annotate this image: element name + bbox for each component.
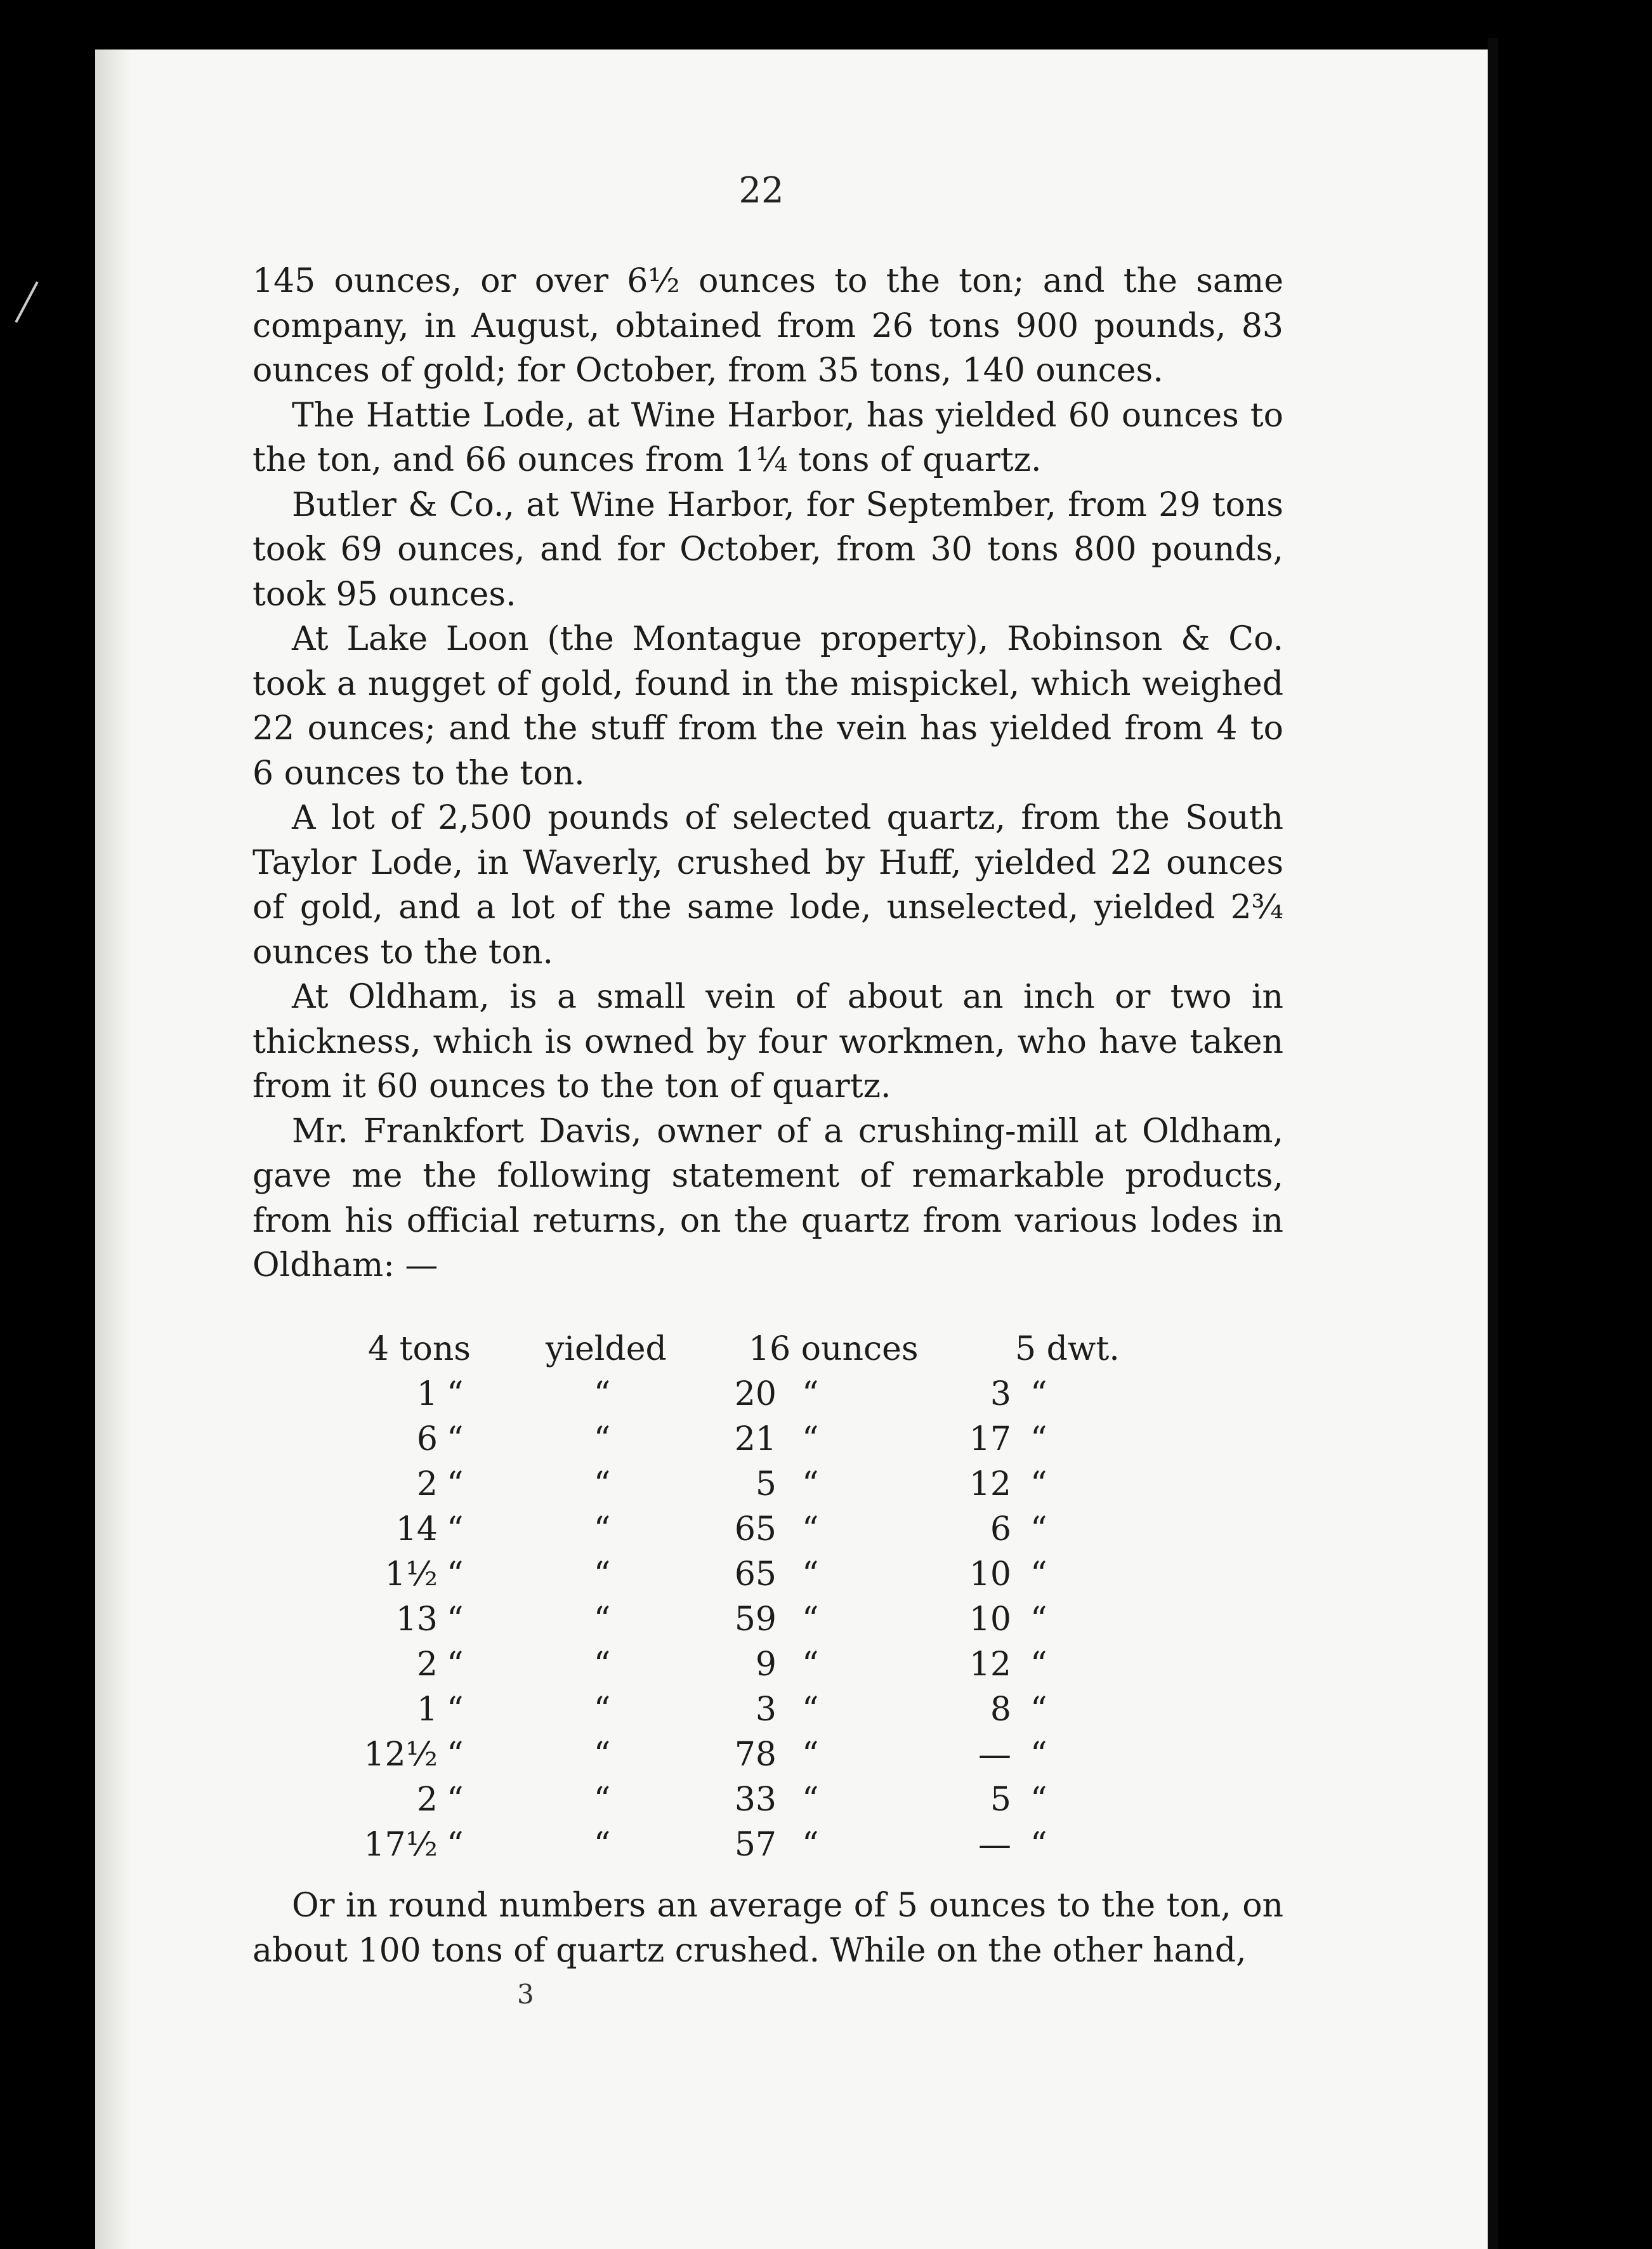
cell-ditto: “: [593, 1825, 611, 1864]
cell-ditto: “: [802, 1555, 819, 1593]
paragraph: At Lake Loon (the Montague property), Robinson & Co. took a nugget of gold, found in the mispickel, which weighed 22 ounces; and the stuff from the vein has yielded from 4 to 6 ounces to the ton.: [252, 620, 1283, 793]
cell-ditto: “: [447, 1735, 464, 1774]
cell-ditto: “: [447, 1420, 464, 1458]
cell-ditto: “: [447, 1600, 464, 1639]
cell-ditto: “: [593, 1465, 611, 1503]
table-header: [330, 1326, 1231, 1371]
page-binding-edge: [95, 49, 132, 2249]
cell-ditto: “: [802, 1645, 819, 1684]
cell-ditto: “: [593, 1735, 611, 1774]
closing-text: [252, 1883, 1283, 1973]
paragraph: A lot of 2,500 pounds of selected quartz, from the South Taylor Lode, in Waverly, crushed by Huff, yielded 22 ounces of gold, and a lot of the same lode, unselected, yielded 2¾ ounces to the ton.: [252, 799, 1283, 972]
cell-dwt: 8: [990, 1690, 1011, 1729]
cell-ounces: 21: [734, 1420, 777, 1458]
cell-tons: 13: [395, 1600, 438, 1639]
cell-dwt: 12: [969, 1465, 1011, 1503]
paragraph: 145 ounces, or over 6½ ounces to the ton; and the same company, in August, obtained from 26 tons 900 pounds, 83 ounces of gold; for October, from 35 tons, 140 ounces.: [252, 262, 1283, 390]
cell-ounces: 59: [734, 1600, 777, 1639]
cell-ditto: “: [1030, 1825, 1047, 1864]
table-row: [330, 1732, 1231, 1777]
cell-tons: 1: [416, 1375, 438, 1413]
page-number: 22: [738, 170, 784, 211]
cell-ditto: “: [1030, 1645, 1047, 1684]
table-body: [330, 1371, 1231, 1867]
cell-ounces: 3: [755, 1690, 777, 1729]
body-text: [252, 259, 1283, 1288]
cell-ditto: “: [447, 1465, 464, 1503]
cell-ditto: “: [802, 1735, 819, 1774]
cell-dwt: 3: [990, 1375, 1011, 1413]
cell-ditto: “: [802, 1825, 819, 1864]
cell-ditto: “: [447, 1375, 464, 1413]
table-row: [330, 1597, 1231, 1642]
paragraph: Mr. Frankfort Davis, owner of a crushing-mill at Oldham, gave me the following statement of remarkable products, from his official returns, on the quartz from various lodes in Oldham: —: [252, 1112, 1283, 1284]
table-row: [330, 1642, 1231, 1687]
signature-mark: 3: [517, 1979, 534, 2010]
cell-tons: 14: [395, 1510, 438, 1548]
table-row: [330, 1371, 1231, 1416]
page-right-edge: [1488, 38, 1498, 2249]
cell-tons: 12½: [364, 1735, 438, 1774]
cell-dwt: —: [978, 1735, 1011, 1774]
cell-ditto: “: [447, 1510, 464, 1548]
cell-ounces: 20: [734, 1375, 777, 1413]
header-ounces: 16 ounces: [749, 1329, 919, 1368]
cell-tons: 2: [416, 1645, 438, 1684]
table-row: [330, 1777, 1231, 1822]
cell-ounces: 9: [755, 1645, 777, 1684]
cell-ditto: “: [593, 1420, 611, 1458]
cell-dwt: 10: [969, 1555, 1011, 1593]
cell-tons: 1½: [384, 1555, 438, 1593]
cell-tons: 2: [416, 1465, 438, 1503]
cell-ditto: “: [1030, 1780, 1047, 1819]
cell-ditto: “: [802, 1465, 819, 1503]
cell-ditto: “: [1030, 1375, 1047, 1413]
table-row: [330, 1416, 1231, 1461]
cell-ditto: “: [1030, 1690, 1047, 1729]
paragraph: At Oldham, is a small vein of about an inch or two in thickness, which is owned by four workmen, who have taken from it 60 ounces to the ton of quartz.: [252, 978, 1283, 1105]
cell-ditto: “: [802, 1600, 819, 1639]
cell-dwt: —: [978, 1825, 1011, 1864]
cell-ounces: 33: [734, 1780, 777, 1819]
cell-ditto: “: [593, 1600, 611, 1639]
cell-ditto: “: [593, 1690, 611, 1729]
cell-ditto: “: [447, 1555, 464, 1593]
cell-ditto: “: [447, 1645, 464, 1684]
cell-ditto: “: [593, 1780, 611, 1819]
cell-dwt: 12: [969, 1645, 1011, 1684]
cell-ounces: 57: [734, 1825, 777, 1864]
cell-dwt: 6: [990, 1510, 1011, 1548]
cell-dwt: 5: [990, 1780, 1011, 1819]
cell-ounces: 78: [734, 1735, 777, 1774]
header-yielded: yielded: [546, 1329, 667, 1368]
cell-ditto: “: [1030, 1735, 1047, 1774]
cell-ditto: “: [802, 1690, 819, 1729]
margin-mark: [15, 281, 38, 322]
paragraph: Butler & Co., at Wine Harbor, for September, from 29 tons took 69 ounces, and for October, from 30 tons 800 pounds, took 95 ounces.: [252, 485, 1283, 614]
cell-tons: 17½: [364, 1825, 438, 1864]
cell-dwt: 17: [969, 1420, 1011, 1458]
cell-ounces: 65: [734, 1510, 777, 1548]
header-tons: 4 tons: [368, 1329, 471, 1368]
cell-tons: 1: [416, 1690, 438, 1729]
cell-ditto: “: [447, 1780, 464, 1819]
cell-ditto: “: [593, 1555, 611, 1593]
cell-ditto: “: [1030, 1510, 1047, 1548]
table-row: [330, 1552, 1231, 1597]
yield-table: [330, 1326, 1231, 1867]
cell-ounces: 65: [734, 1555, 777, 1593]
cell-ditto: “: [802, 1375, 819, 1413]
cell-ditto: “: [802, 1420, 819, 1458]
paragraph: The Hattie Lode, at Wine Harbor, has yielded 60 ounces to the ton, and 66 ounces from 1¼ tons of quartz.: [252, 396, 1283, 479]
cell-ditto: “: [1030, 1555, 1047, 1593]
cell-ditto: “: [447, 1825, 464, 1864]
cell-ditto: “: [1030, 1600, 1047, 1639]
cell-tons: 6: [416, 1420, 438, 1458]
cell-ditto: “: [593, 1375, 611, 1413]
table-row: [330, 1687, 1231, 1732]
paragraph: Or in round numbers an average of 5 ounces to the ton, on about 100 tons of quartz crushed. While on the other hand,: [252, 1887, 1283, 1970]
cell-ditto: “: [593, 1645, 611, 1684]
cell-ditto: “: [802, 1780, 819, 1819]
table-row: [330, 1822, 1231, 1867]
cell-ounces: 5: [755, 1465, 777, 1503]
header-dwt: 5 dwt.: [1015, 1329, 1120, 1368]
cell-dwt: 10: [969, 1600, 1011, 1639]
cell-ditto: “: [1030, 1465, 1047, 1503]
cell-ditto: “: [802, 1510, 819, 1548]
cell-ditto: “: [1030, 1420, 1047, 1458]
cell-ditto: “: [593, 1510, 611, 1548]
cell-ditto: “: [447, 1690, 464, 1729]
cell-tons: 2: [416, 1780, 438, 1819]
table-row: [330, 1461, 1231, 1507]
scan-background: [1498, 38, 1652, 2249]
table-row: [330, 1507, 1231, 1552]
